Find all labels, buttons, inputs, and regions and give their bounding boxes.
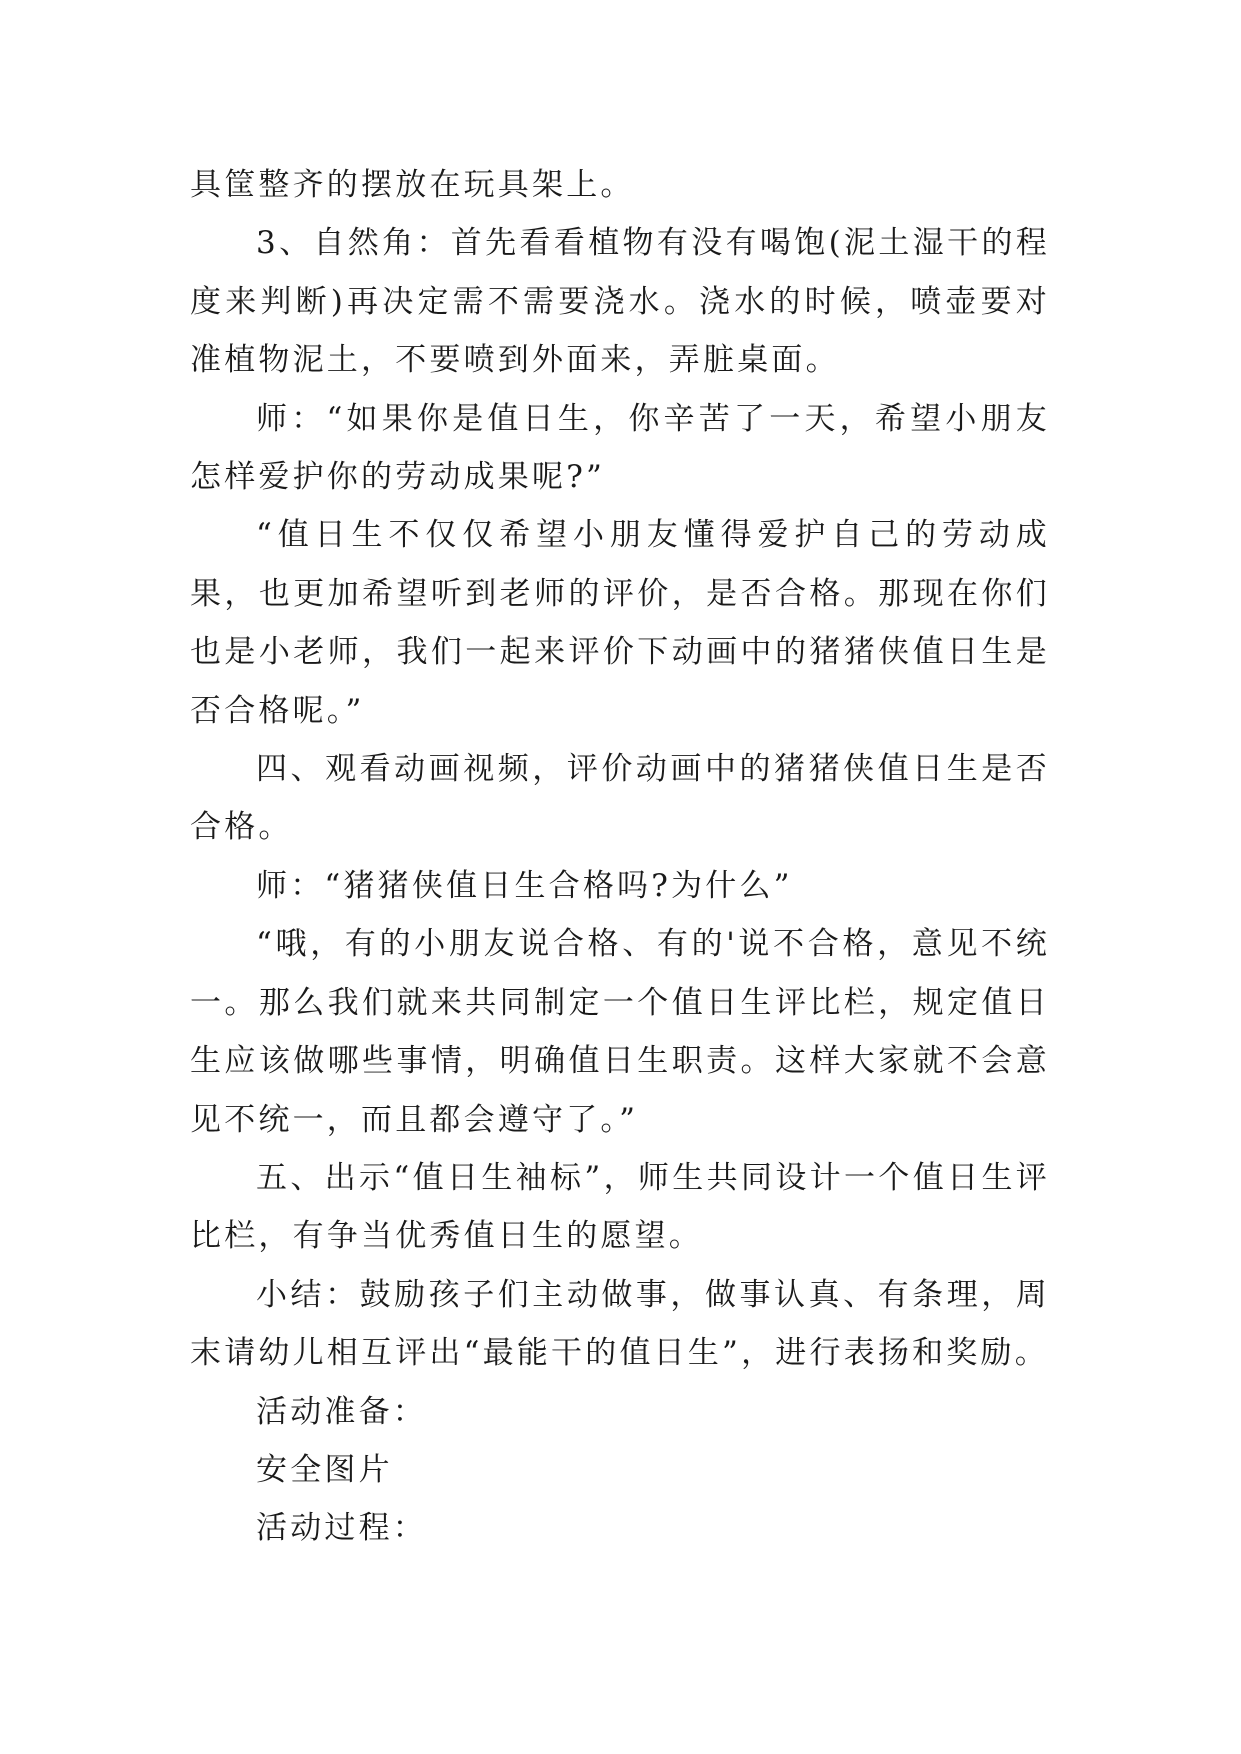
paragraph-rating-board: “哦，有的小朋友说合格、有的'说不合格，意见不统一。那么我们就来共同制定一个值日生评比栏，规定值日生应该做哪些事情，明确值日生职责。这样大家就不会意见不统一，而且都会遵守了。” [190, 926, 1050, 1138]
paragraph-teacher-pass-question: 师：“猪猪侠值日生合格吗?为什么” [256, 867, 793, 904]
paragraph-section-five: 五、出示“值日生袖标”，师生共同设计一个值日生评比栏，有争当优秀值日生的愿望。 [190, 1159, 1050, 1255]
paragraph-section-four: 四、观看动画视频，评价动画中的猪猪侠值日生是否合格。 [190, 751, 1050, 846]
paragraph-summary: 小结：鼓励孩子们主动做事，做事认真、有条理，周末请幼儿相互评出“最能干的值日生”，进行表扬和奖励。 [190, 1276, 1050, 1372]
paragraph-nature-corner: 3、自然角：首先看看植物有没有喝饱(泥土湿干的程度来判断)再决定需不需要浇水。浇水的时候，喷壶要对准植物泥土，不要喷到外面来，弄脏桌面。 [190, 225, 1050, 379]
heading-activity-process: 活动过程： [256, 1510, 427, 1547]
document-page [190, 156, 1050, 1558]
paragraph-evaluation-intro: “值日生不仅仅希望小朋友懂得爱护自己的劳动成果，也更加希望听到老师的评价，是否合格。那现在你们也是小老师，我们一起来评价下动画中的猪猪侠值日生是否合格呢。” [190, 517, 1050, 729]
paragraph-teacher-question: 师：“如果你是值日生，你辛苦了一天，希望小朋友怎样爱护你的劳动成果呢?” [190, 400, 1050, 496]
paragraph-safety-pictures: 安全图片 [256, 1451, 393, 1488]
paragraph-continuation: 具筐整齐的摆放在玩具架上。 [190, 167, 635, 203]
heading-activity-preparation: 活动准备： [256, 1393, 427, 1430]
